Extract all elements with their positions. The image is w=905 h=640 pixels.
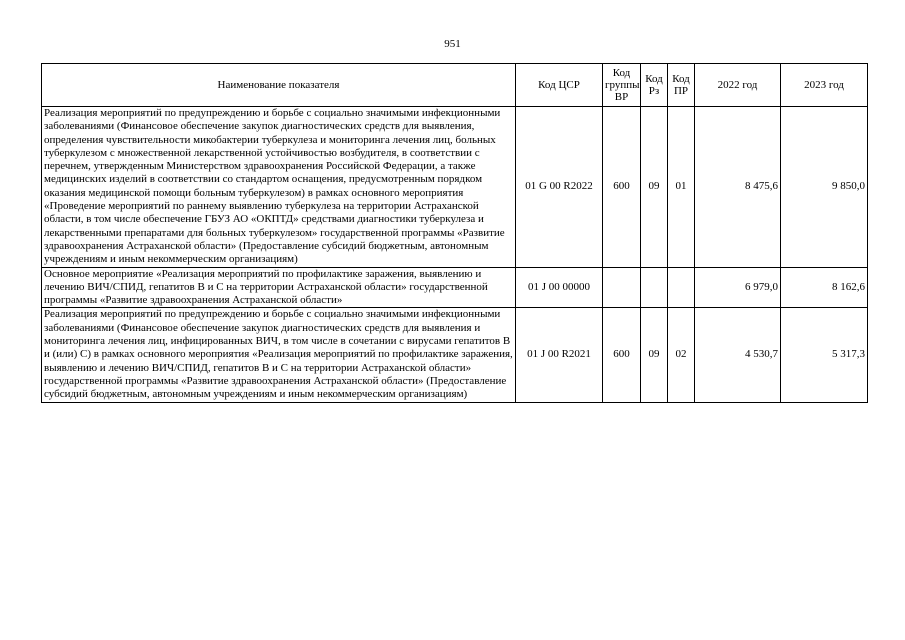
row-vr: [603, 267, 641, 308]
row-rz: 09: [641, 308, 668, 402]
header-pr: Код ПР: [668, 64, 695, 107]
row-2023: 9 850,0: [781, 107, 868, 268]
row-name: Реализация мероприятий по предупреждению и борьбе с социально значимыми инфекционными заболеваниями (Финансовое обеспечение закупок диагностических средств для выявления, определения чувствительности микобактерии туберкулеза и мониторинга лечения лиц, больных туберкулезом с множественной лекарственной устойчивостью возбудителя, в соответствии с перечнем, утвержденным Министерством здравоохранения Российской Федерации, а также медицинских изделий в соответствии со стандартом оснащения, предусмотренным порядком оказания медицинской помощи больным туберкулезом) в рамках основного мероприятия «Проведение мероприятий по раннему выявлению туберкулеза на территории Астраханской области, в том числе обеспечение ГБУЗ АО «ОКПТД» средствами диагностики туберкулеза и лекарственными препаратами для больных туберкулезом» государственной программы «Развитие здравоохранения Астраханской области» (Предоставление субсидий бюджетным, автономным учреждениям и иным некоммерческим организациям): [42, 107, 516, 268]
row-vr: 600: [603, 308, 641, 402]
header-csr: Код ЦСР: [516, 64, 603, 107]
header-name: Наименование показателя: [42, 64, 516, 107]
header-rz: Код Рз: [641, 64, 668, 107]
row-vr: 600: [603, 107, 641, 268]
header-vr: Код группы ВР: [603, 64, 641, 107]
row-2022: 4 530,7: [695, 308, 781, 402]
row-rz: [641, 267, 668, 308]
table-header-row: [42, 64, 868, 107]
row-name: Основное мероприятие «Реализация мероприятий по профилактике заражения, выявлению и лечению ВИЧ/СПИД, гепатитов В и С на территории Астраханской области» государственной программы «Развитие здравоохранения Астраханской области»: [42, 267, 516, 308]
row-csr: 01 G 00 R2022: [516, 107, 603, 268]
row-pr: 02: [668, 308, 695, 402]
row-csr: 01 J 00 00000: [516, 267, 603, 308]
row-csr: 01 J 00 R2021: [516, 308, 603, 402]
page-number: 951: [444, 38, 461, 50]
row-pr: [668, 267, 695, 308]
row-pr: 01: [668, 107, 695, 268]
row-rz: 09: [641, 107, 668, 268]
row-name: Реализация мероприятий по предупреждению и борьбе с социально значимыми инфекционными заболеваниями (Финансовое обеспечение закупок диагностических средств для выявления и мониторинга лечения лиц, инфицированных ВИЧ, в том числе в сочетании с вирусами гепатитов В и (или) С) в рамках основного мероприятия «Реализация мероприятий по профилактике заражения, выявлению и лечению ВИЧ/СПИД, гепатитов В и С на территории Астраханской области» государственной программы «Развитие здравоохранения Астраханской области» (Предоставление субсидий бюджетным, автономным учреждениям и иным некоммерческим организациям): [42, 308, 516, 402]
table-row: [42, 308, 868, 402]
row-2022: 8 475,6: [695, 107, 781, 268]
row-2023: 8 162,6: [781, 267, 868, 308]
table-row: [42, 267, 868, 308]
header-2022: 2022 год: [695, 64, 781, 107]
row-2022: 6 979,0: [695, 267, 781, 308]
budget-table: [41, 63, 868, 403]
row-2023: 5 317,3: [781, 308, 868, 402]
table-row: [42, 107, 868, 268]
header-2023: 2023 год: [781, 64, 868, 107]
